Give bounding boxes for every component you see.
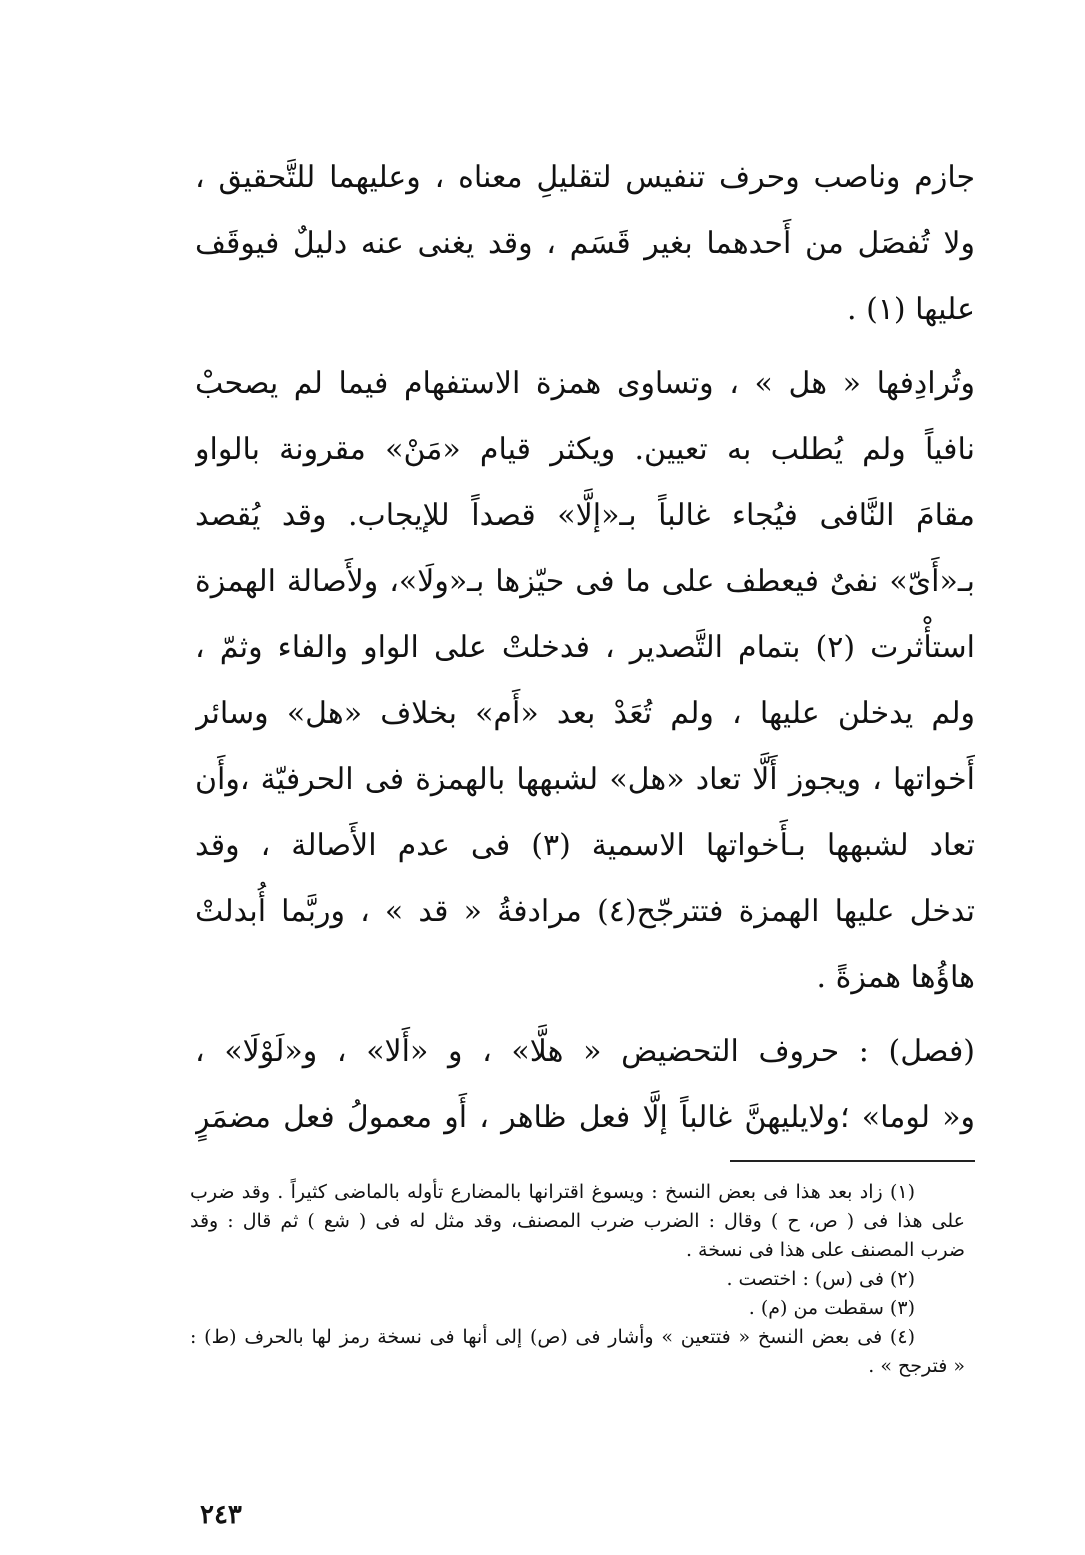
footnote-line: « فترجح » . <box>868 1355 965 1377</box>
text-line: تعاد لشبهها بـأَخواتها الاسمية (٣) فى عدم الأَصالة ، وقد <box>195 828 975 863</box>
text-line: و« لوما» ؛ولايليهنَّ غالباً إلَّا فعل ظاهر ، أَو معمولُ فعل مضمَرٍ <box>195 1100 975 1135</box>
text-line: أَخواتها ، ويجوز أَلَّا تعاد «هل» لشبهها بالهمزة فى الحرفيّة ،وأَن <box>195 762 975 797</box>
footnotes <box>190 1178 965 1381</box>
footnote-line: (١) زاد بعد هذا فى بعض النسخ : ويسوغ اقترانها بالمضارع تأوله بالماضى كثيراً . وقد ضرب <box>190 1181 915 1203</box>
text-line: ولا تُفصَل من أَحدهما بغير قَسَم ، وقد يغنى عنه دليلٌ فيوقَف <box>195 226 975 261</box>
footnote-line: ضرب المصنف على هذا فى نسخة . <box>685 1239 965 1261</box>
text-line: نافياً ولم يُطلب به تعيين. ويكثر قيام «مَنْ» مقرونة بالواو <box>195 432 975 467</box>
text-line: هاؤُها همزةً . <box>816 960 975 995</box>
text-line: تدخل عليها الهمزة فتترجّح(٤) مرادفةُ « قد » ، وربَّما أُبدلتْ <box>195 894 975 929</box>
page-number: ٢٤٣ <box>200 1500 242 1530</box>
text-line: وتُرادِفها « هل » ، وتساوى همزة الاستفهام فيما لم يصحبْ <box>195 366 975 401</box>
text-line: ولم يدخلن عليها ، ولم تُعَدْ بعد «أَم» بخلاف «هل» وسائر <box>195 696 975 731</box>
footnote-line: (٢) فى (س) : اختصت . <box>726 1268 915 1290</box>
footnote-line: على هذا فى ( ص، ح ) وقال : الضرب ضرب المصنف، وقد مثل له فى ( شع ) ثم قال : وقد <box>190 1210 965 1232</box>
text-line: استأْثرت (٢) بتمام التَّصدير ، فدخلتْ على الواو والفاء وثمّ ، <box>195 630 975 665</box>
footnote-line: (٤) فى بعض النسخ « فتتعين » وأشار فى (ص) إلى أنها فى نسخة رمز لها بالحرف (ط) : <box>190 1326 915 1348</box>
footnote-divider <box>730 1160 975 1162</box>
main-text <box>195 145 975 1151</box>
text-line: جازم وناصب وحرف تنفيس لتقليلِ معناه ، وعليهما للتَّحقيق ، <box>195 160 975 195</box>
text-line: بـ«أَىّ» نفىٌ فيعطف على ما فى حيّزها بـ«ولَا»، ولأَصالة الهمزة <box>195 564 975 599</box>
text-line: مقامَ النَّافى فيُجاء غالباً بـ«إلَّا» قصداً للإيجاب. وقد يُقصد <box>195 498 975 533</box>
text-line: (فصل) : حروف التحضيض « هلَّا» ، و «أَلا» ، و«لَوْلَا» ، <box>195 1034 975 1069</box>
footnote-line: (٣) سقطت من (م) . <box>748 1297 915 1319</box>
text-line: عليها (١) . <box>847 292 975 327</box>
